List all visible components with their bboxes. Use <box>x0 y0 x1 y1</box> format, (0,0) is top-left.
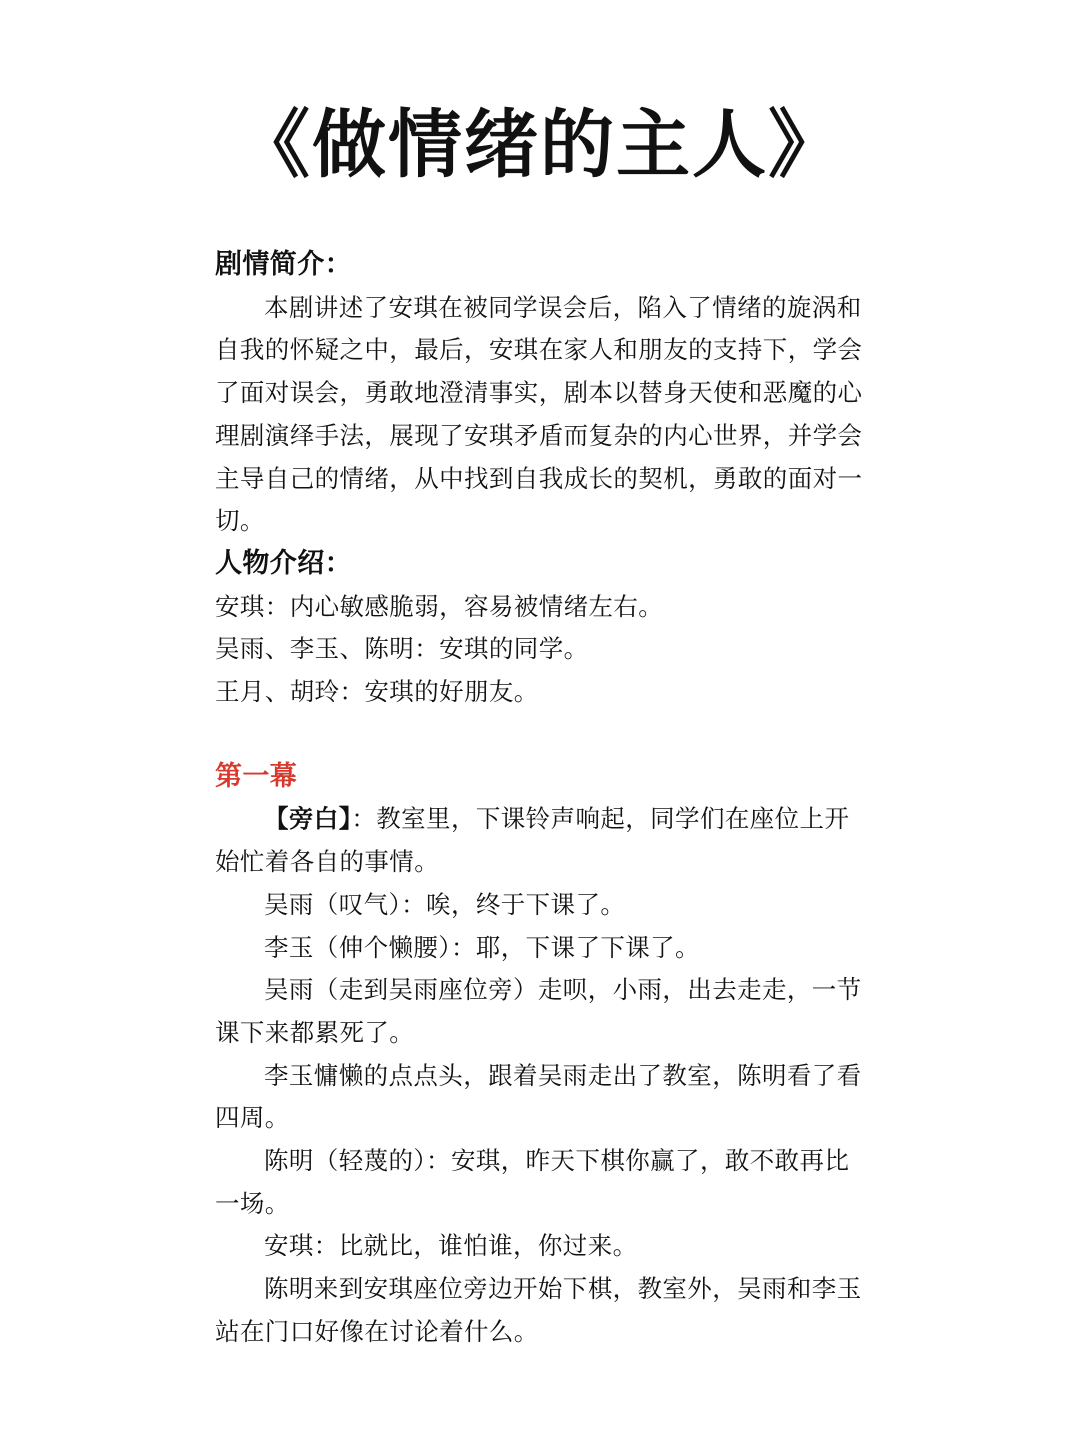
dialogue-line: 吴雨（走到吴雨座位旁）走呗，小雨，出去走走，一节课下来都累死了。 <box>215 975 862 1047</box>
act-heading: 第一幕 <box>215 760 298 792</box>
dialogue-line: 李玉（伸个懒腰）：耶，下课了下课了。 <box>264 932 700 962</box>
dialogue-line: 李玉慵懒的点点头，跟着吴雨走出了教室，陈明看了看四周。 <box>215 1060 862 1133</box>
dialogue-line: 安琪：比就比，谁怕谁，你过来。 <box>264 1231 638 1261</box>
synopsis-text: 本剧讲述了安琪在被同学误会后，陷入了情绪的旋涡和自我的怀疑之中，最后，安琪在家人和朋友的支持下，学会了面对误会，勇敢地澄清事实，剧本以替身天使和恶魔的心理剧演绎手法，展现了安琪矛盾而复杂的内心世界，并学会主导自己的情绪，从中找到自我成长的契机，勇敢的面对一切。 <box>215 292 863 536</box>
dialogue-line: 吴雨（叹气）：唉，终于下课了。 <box>264 889 626 919</box>
narration-tag: 【旁白】 <box>264 804 352 834</box>
page-title: 《做情绪的主人》 <box>236 102 844 188</box>
synopsis-heading: 剧情简介： <box>215 249 352 280</box>
script-content <box>215 244 867 1354</box>
dialogue-line: 陈明来到安琪座位旁边开始下棋，教室外，吴雨和李玉站在门口好像在讨论着什么。 <box>215 1274 862 1346</box>
character-line: 吴雨、李玉、陈明：安琪的同学。 <box>215 634 589 664</box>
character-line: 王月、胡玲：安琪的好朋友。 <box>215 677 539 707</box>
dialogue-line: 陈明（轻蔑的）：安琪，昨天下棋你赢了，敢不敢再比一场。 <box>215 1146 850 1218</box>
narration-text: ：教室里，下课铃声响起，同学们在座位上开始忙着各自的事情。 <box>215 804 850 877</box>
narration <box>215 798 867 883</box>
character-line: 安琪：内心敏感脆弱，容易被情绪左右。 <box>215 591 664 621</box>
characters-heading: 人物介绍： <box>215 547 352 579</box>
